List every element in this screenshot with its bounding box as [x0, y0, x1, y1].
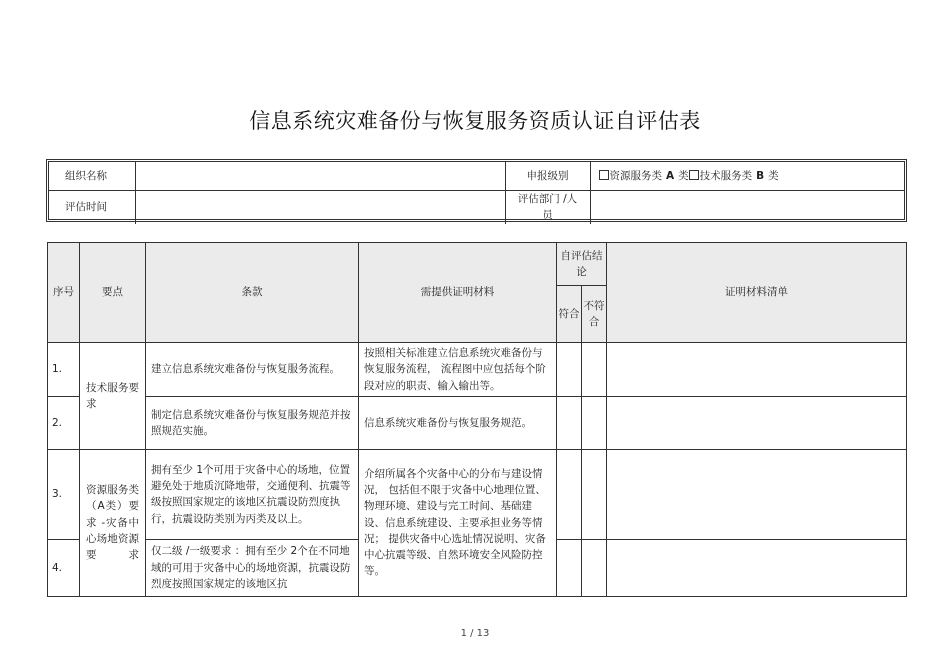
- page-number: 1 / 13: [460, 628, 490, 639]
- org-label: 组织名称: [49, 162, 135, 191]
- row-3-conform-cell[interactable]: [557, 449, 582, 539]
- resource-service-option[interactable]: [599, 170, 689, 182]
- row-3-clause: 拥有至少 1个可用于灾备中心的场地，位置避免处于地质沉降地带，交通便利、抗震等级按照国家规定的该地区抗震设防烈度执行，抗震设防类别为丙类及以上。: [146, 449, 359, 539]
- row-2-seq: 2.: [48, 396, 80, 449]
- dept-field[interactable]: [590, 191, 904, 224]
- group-technical-point: 技术服务要求: [80, 343, 146, 450]
- dept-label: 评估部门 /人员: [505, 191, 590, 224]
- header-point: 要点: [80, 243, 146, 343]
- header-clause: 条款: [146, 243, 359, 343]
- row-1-seq: 1.: [48, 343, 80, 397]
- row-2-materials: 信息系统灾难备份与恢复服务规范。: [359, 396, 557, 449]
- checkbox-icon[interactable]: [689, 170, 699, 180]
- row-2-nonconform-cell[interactable]: [582, 396, 607, 449]
- row-1-nonconform-cell[interactable]: [582, 343, 607, 397]
- row-2-conform-cell[interactable]: [557, 396, 582, 449]
- row-1-evidence-cell[interactable]: [607, 343, 907, 397]
- row-4-seq: 4.: [48, 539, 80, 596]
- header-conclusion: 自评估结论: [557, 243, 607, 286]
- option2-code: B: [756, 169, 765, 182]
- info-table: [49, 162, 904, 224]
- group-resource-point: 资源服务类（A类）要求 -灾备中心场地资源要求: [80, 449, 146, 596]
- option1-code: A: [666, 169, 675, 182]
- row-3-seq: 3.: [48, 449, 80, 539]
- option2-prefix: 技术服务类: [699, 169, 753, 182]
- row-4-clause: 仅二级 /一级要求 ：拥有至少 2个在不同地域的可用于灾备中心的场地资源，抗震设防烈度按照国家规定的该地区抗: [146, 539, 359, 596]
- row-3-nonconform-cell[interactable]: [582, 449, 607, 539]
- level-label: 申报级别: [505, 162, 590, 191]
- header-materials: 需提供证明材料: [359, 243, 557, 343]
- header-conform: 符合: [557, 286, 582, 343]
- header-seq: 序号: [48, 243, 80, 343]
- page-title: 信息系统灾难备份与恢复服务资质认证自评估表: [249, 109, 701, 133]
- row-4-conform-cell[interactable]: [557, 539, 582, 596]
- org-field[interactable]: [135, 162, 505, 191]
- row-3-4-materials: 介绍所属各个灾备中心的分布与建设情况， 包括但不限于灾备中心地理位置、物理环境、建设与完工时间、基础建设、信息系统建设、主要承担业务等情况； 提供灾备中心选址情况说明、灾备中心抗震等级、自然环境安全风险防控等。: [359, 449, 557, 596]
- row-2-clause: 制定信息系统灾难备份与恢复服务规范并按照规范实施。: [146, 396, 359, 449]
- level-options: [590, 162, 904, 191]
- option2-suffix: 类: [768, 169, 779, 182]
- row-3-evidence-cell[interactable]: [607, 449, 907, 539]
- option1-suffix: 类: [678, 169, 689, 182]
- row-1-clause: 建立信息系统灾难备份与恢复服务流程。: [146, 343, 359, 397]
- row-2-evidence-cell[interactable]: [607, 396, 907, 449]
- row-4-nonconform-cell[interactable]: [582, 539, 607, 596]
- tech-service-option[interactable]: [689, 170, 779, 182]
- row-4-evidence-cell[interactable]: [607, 539, 907, 596]
- evaluation-table: [47, 242, 907, 597]
- header-nonconform: 不符合: [582, 286, 607, 343]
- time-label: 评估时间: [49, 191, 135, 224]
- option1-prefix: 资源服务类: [609, 169, 662, 182]
- row-1-conform-cell[interactable]: [557, 343, 582, 397]
- checkbox-icon[interactable]: [599, 170, 609, 180]
- info-table-frame: [46, 159, 907, 222]
- time-field[interactable]: [135, 191, 505, 224]
- header-evidence: 证明材料清单: [607, 243, 907, 343]
- row-1-materials: 按照相关标准建立信息系统灾难备份与恢复服务流程， 流程图中应包括每个阶段对应的职责、输入输出等。: [359, 343, 557, 397]
